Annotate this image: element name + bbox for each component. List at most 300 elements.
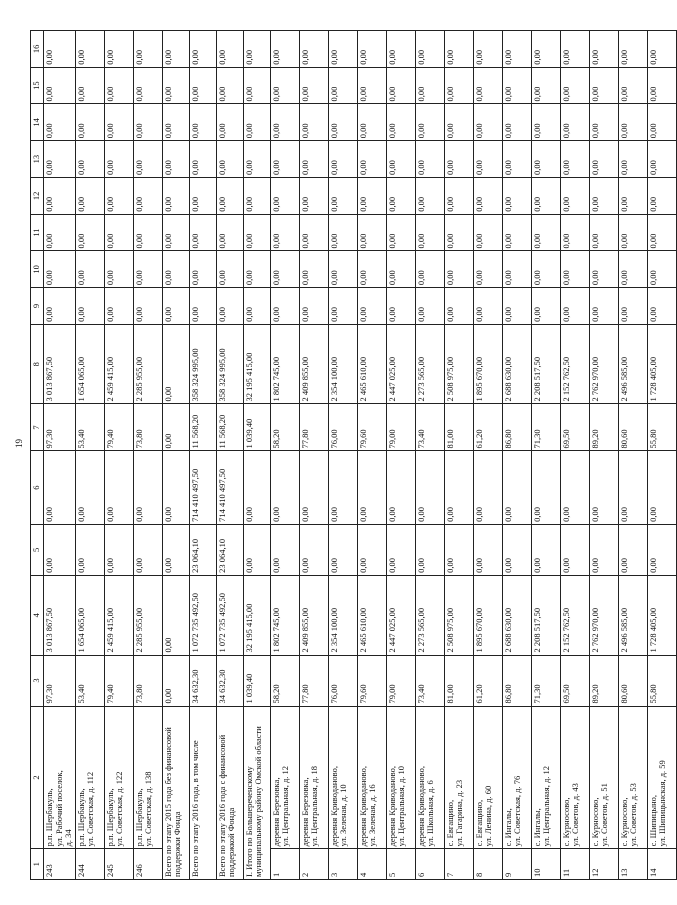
cell-col-8: 2 208 517,50: [531, 324, 560, 404]
cell-col-13: 0,00: [243, 141, 270, 178]
total-label: Всего по этапу 2016 года с финансовой поддержкой Фонда: [216, 706, 243, 879]
cell-col-10: 0,00: [133, 251, 162, 288]
row-number: 4: [357, 849, 386, 880]
cell-col-16: 0,00: [75, 31, 104, 68]
cell-col-13: 0,00: [531, 141, 560, 178]
cell-col-3: 61,20: [473, 655, 502, 706]
address-cell: деревня Криводаново, ул. Зеленая, д. 10: [328, 706, 357, 849]
table-row: [531, 31, 560, 880]
cell-col-12: 0,00: [299, 177, 328, 214]
cell-col-4: 2 152 762,50: [560, 575, 589, 655]
cell-col-10: 0,00: [189, 251, 216, 288]
cell-col-9: 0,00: [162, 288, 189, 325]
cell-col-5: 0,00: [589, 524, 618, 575]
cell-col-6: 714 410 497,50: [189, 451, 216, 524]
cell-col-4: 2 459 415,00: [104, 575, 133, 655]
cell-col-13: 0,00: [44, 141, 76, 178]
cell-col-12: 0,00: [216, 177, 243, 214]
cell-col-6: 714 410 497,50: [216, 451, 243, 524]
cell-col-8: 2 285 955,00: [133, 324, 162, 404]
cell-col-13: 0,00: [589, 141, 618, 178]
cell-col-14: 0,00: [357, 104, 386, 141]
row-number: 6: [415, 849, 444, 880]
cell-col-5: 0,00: [386, 524, 415, 575]
housing-program-table: [30, 30, 677, 880]
table-row: [647, 31, 676, 880]
cell-col-8: 2 459 415,00: [104, 324, 133, 404]
cell-col-14: 0,00: [444, 104, 473, 141]
address-cell: деревня Криводаново, ул. Центральная, д. 10: [386, 706, 415, 849]
cell-col-9: 0,00: [299, 288, 328, 325]
cell-col-11: 0,00: [531, 214, 560, 251]
cell-col-8: 3 013 867,50: [44, 324, 76, 404]
cell-col-9: 0,00: [270, 288, 299, 325]
table-row: [75, 31, 104, 880]
cell-col-4: 2 285 955,00: [133, 575, 162, 655]
row-number: 5: [386, 849, 415, 880]
cell-col-9: 0,00: [189, 288, 216, 325]
cell-col-12: 0,00: [44, 177, 76, 214]
address-cell: с. Евгащино, ул. Ленина, д. 60: [473, 706, 502, 849]
cell-col-15: 0,00: [44, 67, 76, 104]
column-number-6: 6: [31, 451, 44, 524]
cell-col-12: 0,00: [189, 177, 216, 214]
cell-col-6: 0,00: [647, 451, 676, 524]
cell-col-10: 0,00: [473, 251, 502, 288]
cell-col-10: 0,00: [357, 251, 386, 288]
row-number: 3: [328, 849, 357, 880]
cell-col-9: 0,00: [386, 288, 415, 325]
cell-col-8: 358 324 995,00: [216, 324, 243, 404]
table-row: [133, 31, 162, 880]
cell-col-7: 73,80: [133, 404, 162, 451]
cell-col-4: 2 447 025,00: [386, 575, 415, 655]
cell-col-7: 53,40: [75, 404, 104, 451]
cell-col-15: 0,00: [270, 67, 299, 104]
cell-col-13: 0,00: [133, 141, 162, 178]
cell-col-16: 0,00: [133, 31, 162, 68]
cell-col-13: 0,00: [189, 141, 216, 178]
table-row: [473, 31, 502, 880]
cell-col-4: 1 072 735 492,50: [189, 575, 216, 655]
cell-col-9: 0,00: [216, 288, 243, 325]
cell-col-8: 2 152 762,50: [560, 324, 589, 404]
row-number: 10: [531, 849, 560, 880]
cell-col-9: 0,00: [473, 288, 502, 325]
cell-col-16: 0,00: [162, 31, 189, 68]
total-row: [189, 31, 216, 880]
cell-col-12: 0,00: [328, 177, 357, 214]
total-row: [162, 31, 189, 880]
cell-col-14: 0,00: [270, 104, 299, 141]
cell-col-11: 0,00: [104, 214, 133, 251]
row-number: 1: [270, 849, 299, 880]
cell-col-7: 80,60: [618, 404, 647, 451]
address-cell: с. Курносово, ул. Советов, д. 51: [589, 706, 618, 849]
column-number-14: 14: [31, 104, 44, 141]
cell-col-10: 0,00: [270, 251, 299, 288]
table-row: [44, 31, 76, 880]
cell-col-11: 0,00: [270, 214, 299, 251]
page-number: 19: [14, 439, 24, 448]
cell-col-3: 1 039,40: [243, 655, 270, 706]
table-row: [589, 31, 618, 880]
cell-col-6: 0,00: [589, 451, 618, 524]
cell-col-9: 0,00: [104, 288, 133, 325]
cell-col-6: 0,00: [75, 451, 104, 524]
cell-col-7: 97,30: [44, 404, 76, 451]
table-row: [444, 31, 473, 880]
table-row: [104, 31, 133, 880]
cell-col-5: 0,00: [415, 524, 444, 575]
cell-col-3: 53,40: [75, 655, 104, 706]
cell-col-7: 11 568,20: [189, 404, 216, 451]
cell-col-4: 0,00: [162, 575, 189, 655]
cell-col-9: 0,00: [444, 288, 473, 325]
row-number: 2: [299, 849, 328, 880]
cell-col-11: 0,00: [189, 214, 216, 251]
cell-col-9: 0,00: [328, 288, 357, 325]
cell-col-9: 0,00: [531, 288, 560, 325]
cell-col-5: 23 064,10: [189, 524, 216, 575]
cell-col-16: 0,00: [216, 31, 243, 68]
row-number: 11: [560, 849, 589, 880]
cell-col-16: 0,00: [328, 31, 357, 68]
cell-col-10: 0,00: [415, 251, 444, 288]
cell-col-10: 0,00: [216, 251, 243, 288]
cell-col-8: 0,00: [162, 324, 189, 404]
cell-col-7: 55,80: [647, 404, 676, 451]
cell-col-15: 0,00: [589, 67, 618, 104]
cell-col-4: 2 409 855,00: [299, 575, 328, 655]
column-number-5: 5: [31, 524, 44, 575]
cell-col-12: 0,00: [75, 177, 104, 214]
cell-col-3: 89,20: [589, 655, 618, 706]
cell-col-4: 2 496 585,00: [618, 575, 647, 655]
cell-col-4: 2 208 517,50: [531, 575, 560, 655]
cell-col-13: 0,00: [328, 141, 357, 178]
cell-col-4: 2 688 630,00: [502, 575, 531, 655]
cell-col-5: 0,00: [531, 524, 560, 575]
cell-col-6: 0,00: [444, 451, 473, 524]
table-row: [560, 31, 589, 880]
cell-col-6: 0,00: [104, 451, 133, 524]
cell-col-12: 0,00: [104, 177, 133, 214]
cell-col-6: 0,00: [560, 451, 589, 524]
cell-col-7: 71,30: [531, 404, 560, 451]
address-cell: с. Ингалы, ул. Советская, д. 76: [502, 706, 531, 849]
cell-col-10: 0,00: [75, 251, 104, 288]
cell-col-10: 0,00: [299, 251, 328, 288]
table-row: [502, 31, 531, 880]
address-cell: деревня Криводаново, ул. Зеленая, д. 16: [357, 706, 386, 849]
cell-col-10: 0,00: [328, 251, 357, 288]
cell-col-11: 0,00: [299, 214, 328, 251]
cell-col-14: 0,00: [133, 104, 162, 141]
cell-col-4: 1 654 065,00: [75, 575, 104, 655]
cell-col-11: 0,00: [618, 214, 647, 251]
cell-col-5: 0,00: [473, 524, 502, 575]
cell-col-4: 1 728 405,00: [647, 575, 676, 655]
cell-col-7: 79,40: [104, 404, 133, 451]
cell-col-14: 0,00: [415, 104, 444, 141]
table-row: [386, 31, 415, 880]
cell-col-15: 0,00: [328, 67, 357, 104]
cell-col-3: 76,00: [328, 655, 357, 706]
cell-col-13: 0,00: [216, 141, 243, 178]
cell-col-14: 0,00: [560, 104, 589, 141]
column-number-11: 11: [31, 214, 44, 251]
cell-col-14: 0,00: [299, 104, 328, 141]
cell-col-3: 73,80: [133, 655, 162, 706]
cell-col-3: 81,00: [444, 655, 473, 706]
cell-col-4: 2 273 565,00: [415, 575, 444, 655]
cell-col-5: 0,00: [133, 524, 162, 575]
cell-col-14: 0,00: [502, 104, 531, 141]
cell-col-10: 0,00: [162, 251, 189, 288]
table-row: [328, 31, 357, 880]
cell-col-10: 0,00: [44, 251, 76, 288]
cell-col-15: 0,00: [647, 67, 676, 104]
cell-col-10: 0,00: [560, 251, 589, 288]
cell-col-12: 0,00: [243, 177, 270, 214]
cell-col-15: 0,00: [415, 67, 444, 104]
row-number: 9: [502, 849, 531, 880]
cell-col-15: 0,00: [189, 67, 216, 104]
cell-col-5: 0,00: [104, 524, 133, 575]
cell-col-3: 77,80: [299, 655, 328, 706]
cell-col-7: 61,20: [473, 404, 502, 451]
cell-col-13: 0,00: [647, 141, 676, 178]
cell-col-14: 0,00: [618, 104, 647, 141]
cell-col-5: 0,00: [270, 524, 299, 575]
cell-col-13: 0,00: [270, 141, 299, 178]
row-number: 243: [44, 849, 76, 880]
cell-col-8: 2 465 610,00: [357, 324, 386, 404]
cell-col-13: 0,00: [104, 141, 133, 178]
cell-col-16: 0,00: [560, 31, 589, 68]
cell-col-3: 34 632,30: [216, 655, 243, 706]
address-cell: с. Ингалы, ул. Центральная, д. 12: [531, 706, 560, 849]
cell-col-9: 0,00: [415, 288, 444, 325]
cell-col-16: 0,00: [357, 31, 386, 68]
cell-col-16: 0,00: [189, 31, 216, 68]
cell-col-11: 0,00: [444, 214, 473, 251]
address-cell: с. Курносово, ул. Советов, д. 53: [618, 706, 647, 849]
address-cell: р.п. Шербакуль, ул. Советская, д. 138: [133, 706, 162, 849]
row-number: 13: [618, 849, 647, 880]
cell-col-6: 0,00: [299, 451, 328, 524]
cell-col-6: 0,00: [133, 451, 162, 524]
cell-col-12: 0,00: [444, 177, 473, 214]
cell-col-6: 0,00: [44, 451, 76, 524]
cell-col-6: 0,00: [357, 451, 386, 524]
cell-col-4: 32 195 415,00: [243, 575, 270, 655]
cell-col-15: 0,00: [531, 67, 560, 104]
cell-col-11: 0,00: [560, 214, 589, 251]
address-cell: с. Евгащино, ул. Гагарина, д. 23: [444, 706, 473, 849]
cell-col-15: 0,00: [386, 67, 415, 104]
cell-col-5: 0,00: [357, 524, 386, 575]
cell-col-6: 0,00: [270, 451, 299, 524]
cell-col-12: 0,00: [162, 177, 189, 214]
cell-col-10: 0,00: [589, 251, 618, 288]
cell-col-7: 11 568,20: [216, 404, 243, 451]
cell-col-5: 0,00: [243, 524, 270, 575]
cell-col-7: 1 039,40: [243, 404, 270, 451]
cell-col-3: 79,60: [357, 655, 386, 706]
cell-col-14: 0,00: [328, 104, 357, 141]
cell-col-9: 0,00: [502, 288, 531, 325]
cell-col-7: 77,80: [299, 404, 328, 451]
cell-col-7: 81,00: [444, 404, 473, 451]
address-cell: с. Шипицыно, ул. Шипицынская, д. 59: [647, 706, 676, 849]
cell-col-4: 3 013 867,50: [44, 575, 76, 655]
cell-col-3: 97,30: [44, 655, 76, 706]
cell-col-11: 0,00: [133, 214, 162, 251]
address-cell: р.п. Шербакуль, ул. Советская, д. 122: [104, 706, 133, 849]
cell-col-6: 0,00: [386, 451, 415, 524]
cell-col-14: 0,00: [589, 104, 618, 141]
cell-col-7: 76,00: [328, 404, 357, 451]
cell-col-6: 0,00: [162, 451, 189, 524]
cell-col-9: 0,00: [357, 288, 386, 325]
table-row: [357, 31, 386, 880]
row-number: 14: [647, 849, 676, 880]
cell-col-15: 0,00: [473, 67, 502, 104]
address-cell: с. Курносово, ул. Советов, д. 43: [560, 706, 589, 849]
cell-col-5: 0,00: [444, 524, 473, 575]
column-number-13: 13: [31, 141, 44, 178]
address-cell: р.п. Шербакуль, ул. Советская, д. 112: [75, 706, 104, 849]
cell-col-5: 0,00: [502, 524, 531, 575]
cell-col-13: 0,00: [357, 141, 386, 178]
cell-col-15: 0,00: [162, 67, 189, 104]
column-number-3: 3: [31, 655, 44, 706]
cell-col-7: 79,00: [386, 404, 415, 451]
cell-col-11: 0,00: [162, 214, 189, 251]
table-body: [44, 31, 677, 880]
cell-col-14: 0,00: [104, 104, 133, 141]
cell-col-12: 0,00: [386, 177, 415, 214]
cell-col-4: 2 465 610,00: [357, 575, 386, 655]
cell-col-15: 0,00: [502, 67, 531, 104]
cell-col-11: 0,00: [647, 214, 676, 251]
cell-col-8: 2 688 630,00: [502, 324, 531, 404]
cell-col-11: 0,00: [44, 214, 76, 251]
cell-col-8: 2 762 970,00: [589, 324, 618, 404]
table-row: [618, 31, 647, 880]
cell-col-5: 0,00: [299, 524, 328, 575]
cell-col-6: 0,00: [243, 451, 270, 524]
cell-col-5: 0,00: [618, 524, 647, 575]
cell-col-16: 0,00: [243, 31, 270, 68]
cell-col-9: 0,00: [133, 288, 162, 325]
column-number-2: 2: [31, 706, 44, 849]
cell-col-3: 79,40: [104, 655, 133, 706]
row-number: 246: [133, 849, 162, 880]
cell-col-9: 0,00: [44, 288, 76, 325]
cell-col-16: 0,00: [104, 31, 133, 68]
cell-col-3: 55,80: [647, 655, 676, 706]
cell-col-8: 32 195 415,00: [243, 324, 270, 404]
cell-col-10: 0,00: [386, 251, 415, 288]
cell-col-3: 0,00: [162, 655, 189, 706]
document-table-wrapper: [30, 30, 667, 880]
table-row: [299, 31, 328, 880]
cell-col-11: 0,00: [415, 214, 444, 251]
cell-col-6: 0,00: [473, 451, 502, 524]
cell-col-8: 2 496 585,00: [618, 324, 647, 404]
cell-col-10: 0,00: [618, 251, 647, 288]
cell-col-8: 358 324 995,00: [189, 324, 216, 404]
cell-col-14: 0,00: [243, 104, 270, 141]
cell-col-3: 73,40: [415, 655, 444, 706]
column-number-15: 15: [31, 67, 44, 104]
column-number-8: 8: [31, 324, 44, 404]
cell-col-3: 71,30: [531, 655, 560, 706]
cell-col-5: 0,00: [647, 524, 676, 575]
cell-col-5: 0,00: [328, 524, 357, 575]
column-number-1: 1: [31, 849, 44, 880]
address-cell: р.п. Шербакуль, ул. Рабочий поселок, д. 34: [44, 706, 76, 849]
total-row: [216, 31, 243, 880]
cell-col-11: 0,00: [216, 214, 243, 251]
cell-col-9: 0,00: [618, 288, 647, 325]
address-cell: деревня Березовка, ул. Центральная, д. 12: [270, 706, 299, 849]
cell-col-14: 0,00: [189, 104, 216, 141]
cell-col-10: 0,00: [647, 251, 676, 288]
cell-col-3: 58,20: [270, 655, 299, 706]
cell-col-16: 0,00: [647, 31, 676, 68]
cell-col-4: 1 072 735 492,50: [216, 575, 243, 655]
cell-col-3: 86,80: [502, 655, 531, 706]
cell-col-14: 0,00: [473, 104, 502, 141]
cell-col-9: 0,00: [243, 288, 270, 325]
cell-col-12: 0,00: [357, 177, 386, 214]
total-label: Всего по этапу 2016 года, в том числе: [189, 706, 216, 879]
cell-col-4: 2 762 970,00: [589, 575, 618, 655]
cell-col-7: 58,20: [270, 404, 299, 451]
cell-col-10: 0,00: [104, 251, 133, 288]
cell-col-8: 2 409 855,00: [299, 324, 328, 404]
cell-col-7: 69,50: [560, 404, 589, 451]
cell-col-11: 0,00: [473, 214, 502, 251]
cell-col-12: 0,00: [531, 177, 560, 214]
cell-col-9: 0,00: [647, 288, 676, 325]
cell-col-6: 0,00: [502, 451, 531, 524]
cell-col-8: 2 447 025,00: [386, 324, 415, 404]
cell-col-11: 0,00: [243, 214, 270, 251]
cell-col-6: 0,00: [531, 451, 560, 524]
cell-col-5: 0,00: [44, 524, 76, 575]
address-cell: деревня Березовка, ул. Центральная, д. 18: [299, 706, 328, 849]
cell-col-13: 0,00: [386, 141, 415, 178]
cell-col-15: 0,00: [104, 67, 133, 104]
column-number-7: 7: [31, 404, 44, 451]
cell-col-13: 0,00: [299, 141, 328, 178]
cell-col-10: 0,00: [531, 251, 560, 288]
cell-col-7: 73,40: [415, 404, 444, 451]
cell-col-16: 0,00: [44, 31, 76, 68]
cell-col-5: 0,00: [75, 524, 104, 575]
cell-col-10: 0,00: [243, 251, 270, 288]
cell-col-15: 0,00: [243, 67, 270, 104]
cell-col-10: 0,00: [444, 251, 473, 288]
column-number-4: 4: [31, 575, 44, 655]
cell-col-13: 0,00: [502, 141, 531, 178]
cell-col-15: 0,00: [560, 67, 589, 104]
